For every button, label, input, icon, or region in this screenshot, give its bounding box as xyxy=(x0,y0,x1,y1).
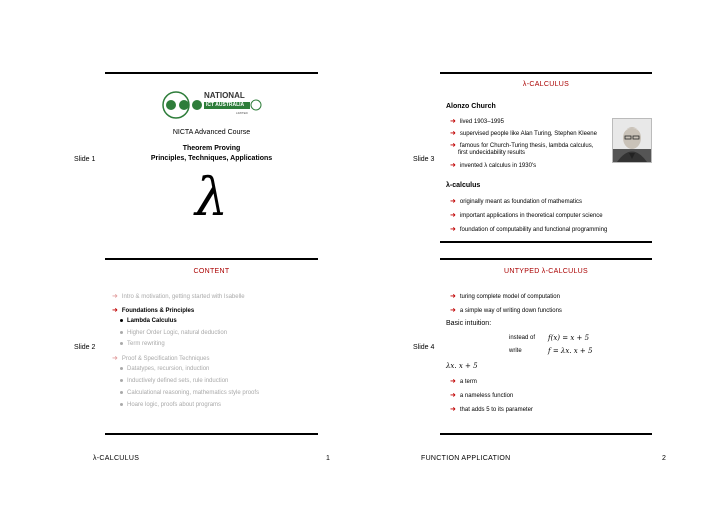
arrow-icon: ➜ xyxy=(450,198,456,205)
content-item-5: Term rewriting xyxy=(120,341,165,347)
slide4-bottom-rule xyxy=(440,433,652,435)
course-title-line2: Principles, Techniques, Applications xyxy=(150,155,273,162)
portrait-icon xyxy=(613,119,651,162)
slide3-title: λ-CALCULUS xyxy=(522,81,570,88)
instead-of-label: instead of xyxy=(509,335,536,341)
arrow-icon: ➜ xyxy=(450,130,456,137)
logo-name: NATIONAL xyxy=(204,91,245,100)
bullet-dot-icon xyxy=(120,331,123,334)
slide3-label: Slide 3 xyxy=(413,156,435,163)
arrow-icon: ➜ xyxy=(450,406,456,413)
footer-right-page: 2 xyxy=(662,455,666,462)
church-bullet-4: ➜ invented λ calculus in 1930's xyxy=(450,162,537,169)
content-item-3: Lambda Calculus xyxy=(120,318,177,324)
slide4-top-rule xyxy=(440,258,652,260)
church-bullet-3-cont: first undecidability results xyxy=(458,150,526,156)
arrow-icon: ➜ xyxy=(112,293,118,300)
course-name: NICTA Advanced Course xyxy=(172,129,251,136)
content-item-10: Hoare logic, proofs about programs xyxy=(120,402,221,408)
slide3-bottom-rule xyxy=(440,241,652,243)
content-item-2: ➜ Foundations & Principles xyxy=(112,307,195,314)
term-bullet-3: ➜ that adds 5 to its parameter xyxy=(450,406,533,413)
footer-left-title: λ-CALCULUS xyxy=(93,455,140,462)
logo-small: LIMITED xyxy=(236,111,248,115)
content-item-1: ➜ Intro & motivation, getting started with Isabelle xyxy=(112,293,245,300)
term-bullet-1: ➜ a term xyxy=(450,378,477,385)
bullet-dot-icon xyxy=(120,391,123,394)
arrow-icon: ➜ xyxy=(450,307,456,314)
instead-of-expr: f(x) = x + 5 xyxy=(548,334,590,342)
logo-sub: ICT AUSTRALIA xyxy=(206,102,245,108)
content-item-6: ➜ Proof & Specification Techniques xyxy=(112,355,210,362)
bullet-dot-icon xyxy=(120,379,123,382)
arrow-icon: ➜ xyxy=(450,378,456,385)
arrow-icon: ➜ xyxy=(112,307,118,314)
church-bullet-2: ➜ supervised people like Alan Turing, Stephen Kleene xyxy=(450,130,597,137)
content-item-8: Inductively defined sets, rule induction xyxy=(120,378,228,384)
basic-intuition: Basic intuition: xyxy=(446,320,492,327)
slide2-bottom-rule xyxy=(105,433,318,435)
lambda-symbol: λ xyxy=(195,168,228,228)
bullet-dot-icon xyxy=(120,319,123,322)
content-item-4: Higher Order Logic, natural deduction xyxy=(120,330,227,336)
nicta-logo xyxy=(160,88,265,122)
arrow-icon: ➜ xyxy=(450,118,456,125)
arrow-icon: ➜ xyxy=(450,162,456,169)
bullet-dot-icon xyxy=(120,367,123,370)
slide2-top-rule xyxy=(105,258,318,260)
slide3-heading-lambda: λ-calculus xyxy=(446,182,481,189)
bullet-dot-icon xyxy=(120,403,123,406)
slide2-title: CONTENT xyxy=(193,268,230,275)
content-item-7: Datatypes, recursion, induction xyxy=(120,366,209,372)
slide4-label: Slide 4 xyxy=(413,344,435,351)
untyped-bullet-2: ➜ a simple way of writing down functions xyxy=(450,307,562,314)
term-bullet-2: ➜ a nameless function xyxy=(450,392,514,399)
slide4-title: UNTYPED λ-CALCULUS xyxy=(504,268,588,275)
arrow-icon: ➜ xyxy=(450,226,456,233)
arrow-icon: ➜ xyxy=(450,212,456,219)
course-title-line1: Theorem Proving xyxy=(182,145,241,152)
slide2-label: Slide 2 xyxy=(74,344,96,351)
lambda-term: λx. x + 5 xyxy=(446,362,478,370)
lambda-bullet-3: ➜ foundation of computability and functional programming xyxy=(450,226,608,233)
write-expr: f = λx. x + 5 xyxy=(548,347,593,355)
arrow-icon: ➜ xyxy=(450,142,456,149)
slide1-label: Slide 1 xyxy=(74,156,96,163)
slide3-heading-church: Alonzo Church xyxy=(446,103,496,110)
write-label: write xyxy=(509,348,522,354)
church-bullet-1: ➜ lived 1903–1995 xyxy=(450,118,504,125)
lambda-bullet-2: ➜ important applications in theoretical computer science xyxy=(450,212,603,219)
untyped-bullet-1: ➜ turing complete model of computation xyxy=(450,293,560,300)
arrow-icon: ➜ xyxy=(450,293,456,300)
slide3-top-rule xyxy=(440,72,652,74)
slide1-top-rule xyxy=(105,72,318,74)
arrow-icon: ➜ xyxy=(450,392,456,399)
footer-right-title: FUNCTION APPLICATION xyxy=(421,455,511,462)
lambda-bullet-1: ➜ originally meant as foundation of mathematics xyxy=(450,198,582,205)
arrow-icon: ➜ xyxy=(112,355,118,362)
church-bullet-3: ➜ famous for Church-Turing thesis, lambda calculus, xyxy=(450,142,594,149)
footer-left-page: 1 xyxy=(326,455,330,462)
bullet-dot-icon xyxy=(120,342,123,345)
church-photo xyxy=(612,118,652,163)
content-item-9: Calculational reasoning, mathematics style proofs xyxy=(120,390,259,396)
